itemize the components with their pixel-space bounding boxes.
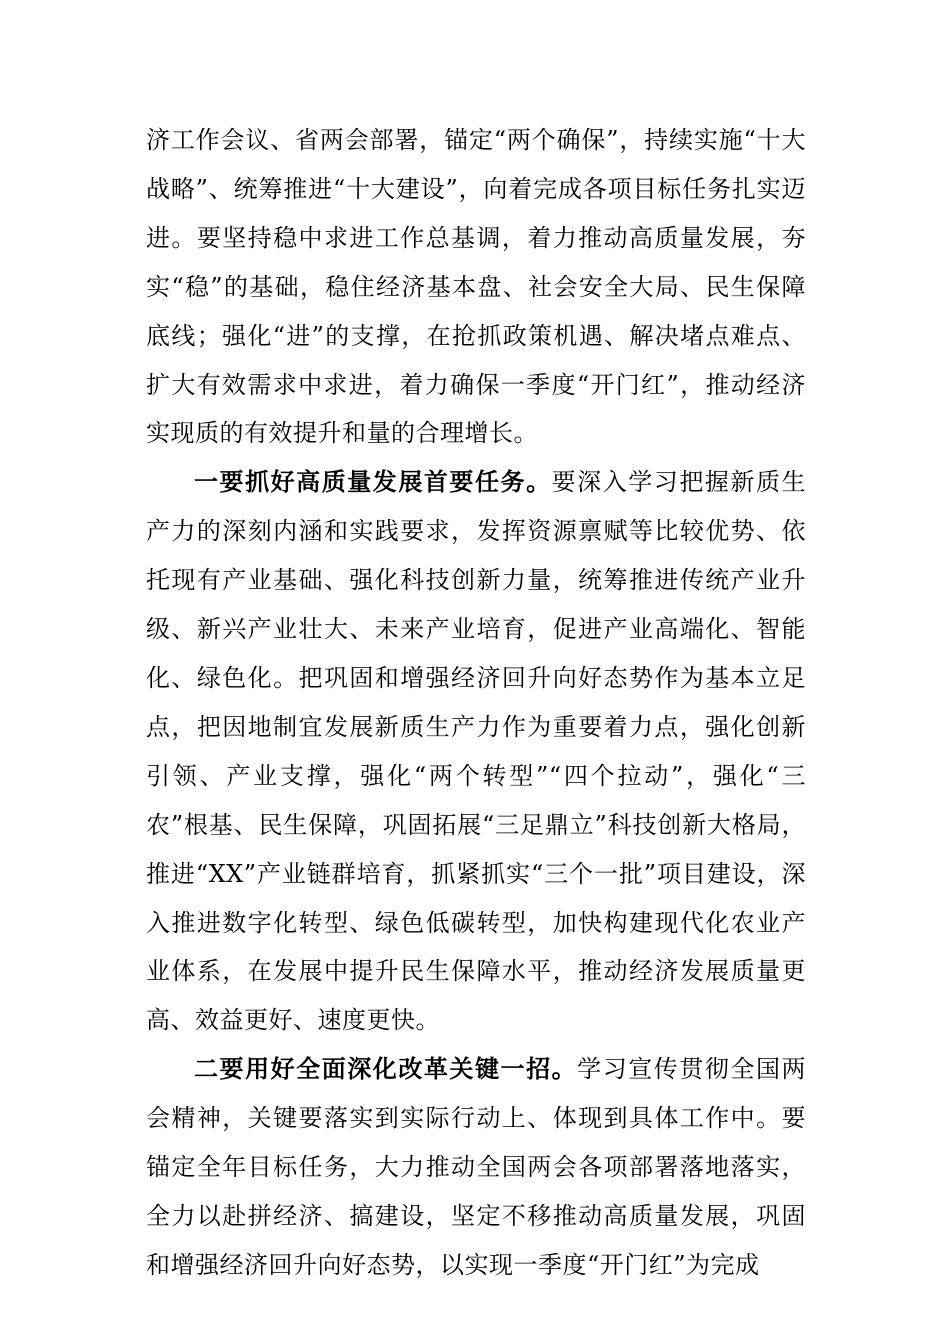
paragraph-text: 要深入学习把握新质生产力的深刻内涵和实践要求，发挥资源禀赋等比较优势、依托现有产业基础、强化科技创新力量，统筹推进传统产业升级、新兴产业壮大、未来产业培育，促进产业高端化、智能化、绿色化。把巩固和增强经济回升向好态势作为基本立足点，把因地制宜发展新质生产力作为重要着力点，强化创新引领、产业支撑，强化“两个转型”“四个拉动”，强化“三农”根基、民生保障，巩固拓展“三足鼎立”科技创新大格局，推进“XX”产业链群培育，抓紧抓实“三个一批”项目建设，深入推进数字化转型、绿色低碳转型，加快构建现代化农业产业体系，在发展中提升民生保障水平，推动经济发展质量更高、效益更好、速度更快。	[146, 468, 806, 1035]
paragraph-heading: 二要用好全面深化改革关键一招。	[194, 1054, 578, 1084]
paragraph-text: 济工作会议、省两会部署，锚定“两个确保”，持续实施“十大战略”、统筹推进“十大建设”，向着完成各项目标任务扎实迈进。要坚持稳中求进工作总基调，着力推动高质量发展，夯实“稳”的基础，稳住经济基本盘、社会安全大局、民生保障底线；强化“进”的支撑，在抢抓政策机遇、解决堵点难点、扩大有效需求中求进，着力确保一季度“开门红”，推动经济实现质的有效提升和量的合理增长。	[146, 126, 806, 448]
paragraph-heading: 一要抓好高质量发展首要任务。	[194, 467, 552, 497]
document-body	[146, 116, 806, 1290]
paragraph-second-task	[146, 1045, 806, 1290]
paragraph-continuation	[146, 116, 806, 458]
paragraph-first-task	[146, 458, 806, 1045]
paragraph-text: 学习宣传贯彻全国两会精神，关键要落实到实际行动上、体现到具体工作中。要锚定全年目标任务，大力推动全国两会各项部署落地落实，全力以赴拼经济、搞建设，坚定不移推动高质量发展，巩固和增强经济回升向好态势，以实现一季度“开门红”为完成	[146, 1055, 807, 1279]
